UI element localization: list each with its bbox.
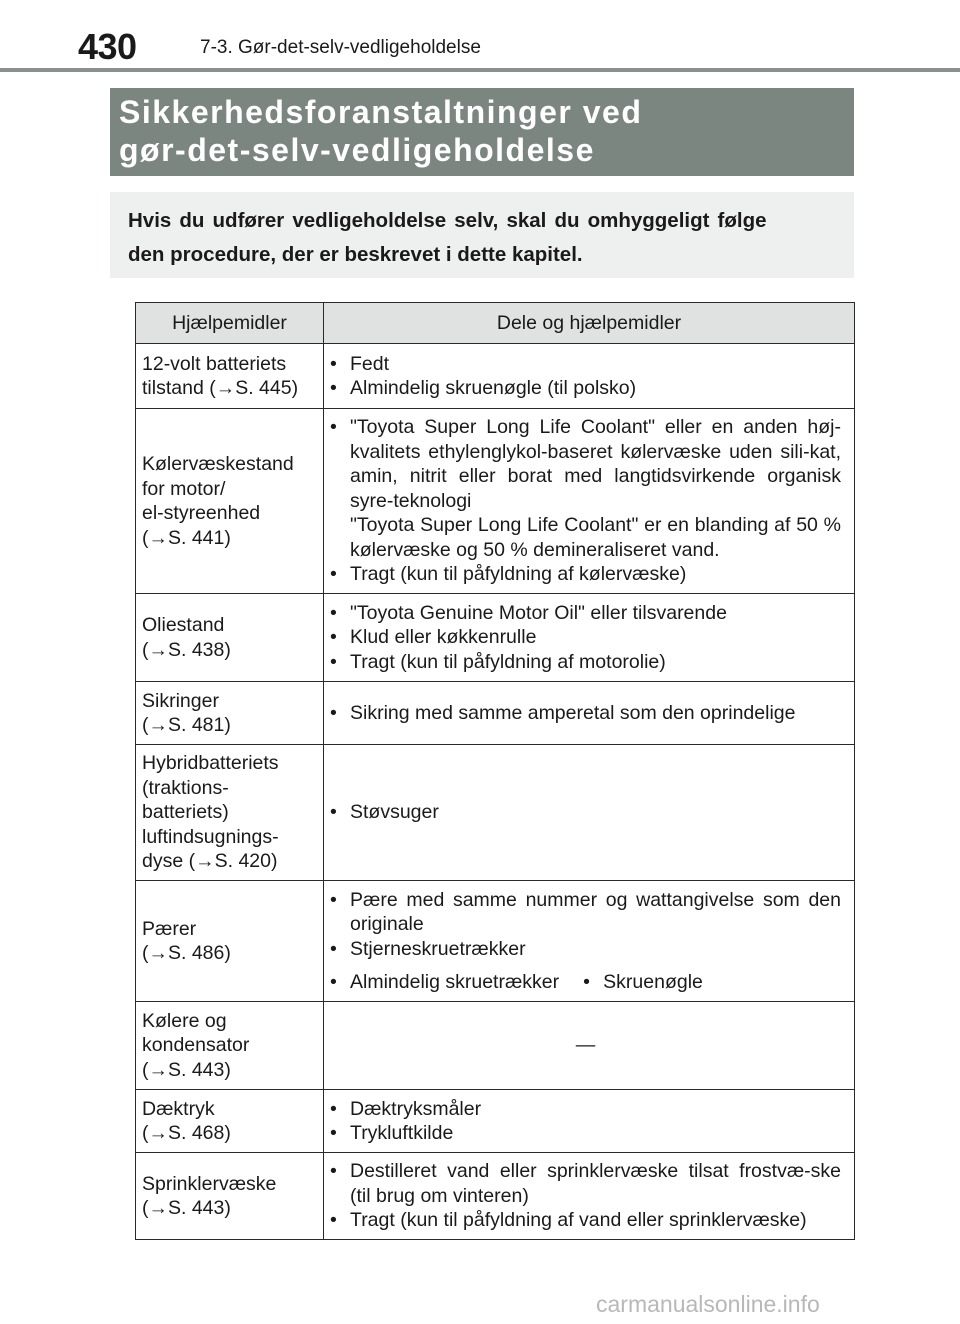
parts-cell	[324, 745, 855, 881]
list-item: • Pære med samme nummer og wattangivelse som den originale	[330, 888, 841, 937]
list-item: • Støvsuger	[330, 800, 841, 825]
table-row	[136, 409, 855, 594]
column-header-parts: Dele og hjælpemidler	[324, 303, 855, 344]
column-header-tools: Hjælpemidler	[136, 303, 324, 344]
parts-cell	[324, 594, 855, 682]
list-item: • Stjerneskruetrækker	[330, 937, 841, 962]
tool-text: (→S. 438)	[142, 638, 231, 661]
table-header-row	[136, 303, 855, 344]
tool-text: (→S. 441)	[142, 526, 231, 549]
list-item: • Tragt (kun til påfyldning af vand eller sprinklervæske)	[330, 1208, 841, 1233]
parts-cell	[324, 1153, 855, 1240]
title-box	[110, 88, 854, 176]
empty-dash: —	[575, 1034, 596, 1057]
intro-line-2: den procedure, der er beskrevet i dette kapitel.	[128, 243, 583, 266]
tool-text: (→S. 443)	[142, 1058, 231, 1081]
tool-text: Hybridbatteriets	[142, 752, 279, 775]
table-row	[136, 1153, 855, 1240]
list-item: • "Toyota Super Long Life Coolant" eller en anden høj-kvalitets ethylenglykol-baseret kølervæske uden sili-kat, amin, nitrit eller borat med langtidsvirkende organisk syre-teknologi	[330, 415, 841, 513]
parts-cell	[324, 881, 855, 1002]
tool-text: for motor/	[142, 477, 226, 500]
tool-text: kondensator	[142, 1034, 250, 1057]
parts-cell	[324, 682, 855, 745]
list-item: • Dæktryksmåler	[330, 1097, 841, 1122]
tool-text: batteriets)	[142, 801, 229, 824]
section-label: 7-3. Gør-det-selv-vedligeholdelse	[200, 37, 481, 58]
tool-cell	[136, 409, 324, 594]
tool-cell	[136, 1002, 324, 1090]
tool-text: Sprinklervæske	[142, 1172, 277, 1195]
watermark: carmanualsonline.info	[596, 1291, 820, 1317]
intro-line-1: Hvis du udfører vedligeholdelse selv, skal du omhyggeligt følge	[128, 209, 767, 232]
tool-cell	[136, 344, 324, 409]
list-item: • Destilleret vand eller sprinklervæske tilsat frostvæ-ske (til brug om vinteren)	[330, 1159, 841, 1208]
tool-text: Dæktryk	[142, 1097, 215, 1120]
header-rule	[0, 68, 960, 72]
parts-cell	[324, 1002, 855, 1090]
tool-cell	[136, 745, 324, 881]
tool-text: Sikringer	[142, 689, 219, 712]
list-item: • Almindelig skruenøgle (til polsko)	[330, 376, 841, 401]
tool-text: (→S. 486)	[142, 942, 231, 964]
intro-box	[110, 192, 854, 278]
tool-text: luftindsugnings-	[142, 825, 279, 848]
tool-text: Pærer	[142, 917, 197, 940]
title-line-2: gør-det-selv-vedligeholdelse	[119, 132, 595, 168]
parts-cell	[324, 344, 855, 409]
table-row	[136, 1090, 855, 1153]
tool-text: (→S. 481)	[142, 714, 231, 736]
parts-table	[135, 302, 855, 1240]
tool-cell	[136, 1153, 324, 1240]
list-note: "Toyota Super Long Life Coolant" er en blanding af 50 % kølervæske og 50 % demineraliseret vand.	[350, 514, 841, 561]
title-line-1: Sikkerhedsforanstaltninger ved	[119, 94, 643, 130]
list-item: • Sikring med samme amperetal som den oprindelige	[330, 701, 841, 726]
tool-cell	[136, 594, 324, 682]
table-row	[136, 594, 855, 682]
tool-text: el-styreenhed	[142, 502, 261, 524]
list-item: • Klud eller køkkenrulle	[330, 625, 841, 650]
tool-text: Kølervæskestand	[142, 453, 294, 475]
list-item: • "Toyota Genuine Motor Oil" eller tilsvarende	[330, 601, 841, 626]
tool-cell	[136, 682, 324, 745]
tool-text: dyse (→S. 420)	[142, 850, 278, 873]
table-row	[136, 344, 855, 409]
table-row	[136, 1002, 855, 1090]
list-item: • Trykluftkilde	[330, 1121, 841, 1146]
table-row	[136, 682, 855, 745]
table-row	[136, 881, 855, 1002]
tool-text: (traktions-	[142, 776, 229, 799]
tool-text: tilstand (→S. 445)	[142, 377, 299, 399]
table-row	[136, 745, 855, 881]
parts-cell	[324, 409, 855, 594]
list-item: • Almindelig skruetrækker	[330, 970, 559, 995]
list-item: • Tragt (kun til påfyldning af motorolie)	[330, 650, 841, 675]
tool-text: 12-volt batteriets	[142, 352, 287, 375]
list-item: • Tragt (kun til påfyldning af kølervæske)	[330, 562, 841, 587]
page-number: 430	[78, 26, 137, 67]
tool-text: (→S. 443)	[142, 1197, 231, 1219]
tool-cell	[136, 1090, 324, 1153]
list-item: • Skruenøgle	[583, 970, 703, 995]
tool-text: Oliestand	[142, 614, 225, 636]
parts-cell	[324, 1090, 855, 1153]
tool-cell	[136, 881, 324, 1002]
tool-text: (→S. 468)	[142, 1122, 231, 1144]
list-item: • Fedt	[330, 352, 841, 377]
tool-text: Kølere og	[142, 1009, 227, 1032]
